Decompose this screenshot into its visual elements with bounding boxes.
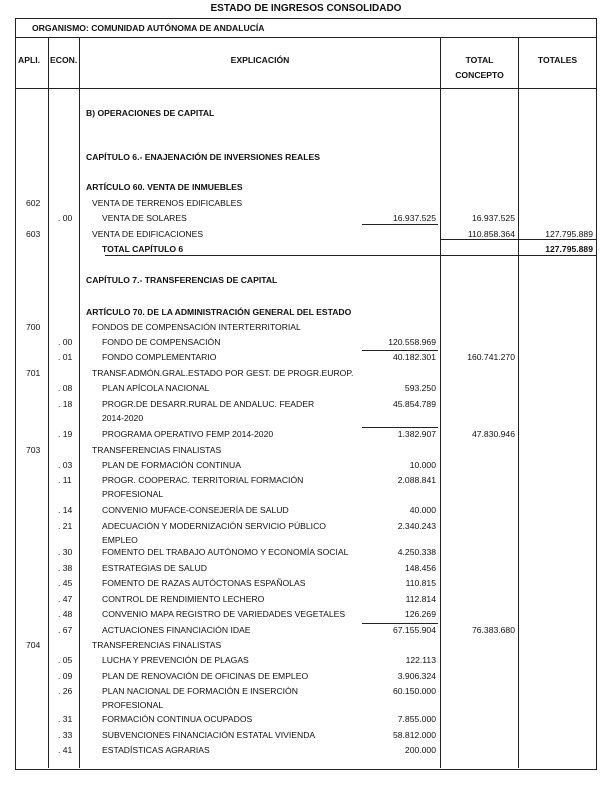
row-apli: 602 bbox=[26, 198, 41, 208]
row-amount: 200.000 bbox=[404, 745, 436, 755]
header-econ: ECON. bbox=[50, 55, 78, 65]
row-econ: . 45 bbox=[58, 578, 73, 588]
row-amount: 1.382.907 bbox=[397, 429, 436, 439]
row-explicacion: ADECUACIÓN Y MODERNIZACIÓN SERVICIO PÚBLICO bbox=[102, 521, 326, 531]
row-apli: 700 bbox=[26, 322, 41, 332]
subtotal-rule bbox=[362, 623, 438, 624]
row-amount: 126.269 bbox=[404, 609, 436, 619]
col-sep-explicacion bbox=[440, 37, 441, 768]
header-divider bbox=[15, 88, 596, 89]
row-explicacion: PROGR.DE DESARR.RURAL DE ANDALUC. FEADER bbox=[102, 399, 315, 409]
row-explicacion: ESTRATEGIAS DE SALUD bbox=[102, 563, 207, 573]
header-concepto: CONCEPTO bbox=[455, 70, 504, 80]
row-total-concepto: 76.383.680 bbox=[471, 625, 515, 635]
row-explicacion: TRANSFERENCIAS FINALISTAS bbox=[92, 640, 222, 650]
header-total: TOTAL bbox=[465, 55, 494, 65]
row-explicacion: PLAN NACIONAL DE FORMACIÓN E INSERCIÓN bbox=[102, 686, 298, 696]
row-explicacion: VENTA DE EDIFICACIONES bbox=[92, 229, 204, 239]
row-explicacion: FOMENTO DEL TRABAJO AUTÓNOMO Y ECONOMÍA SOCIAL bbox=[102, 547, 349, 557]
col-sep-total bbox=[518, 37, 519, 768]
row-amount: 110.815 bbox=[405, 578, 436, 588]
row-total-concepto: 160.741.270 bbox=[467, 352, 515, 362]
row-explicacion: LUCHA Y PREVENCIÓN DE PLAGAS bbox=[102, 655, 249, 665]
row-econ: . 00 bbox=[58, 337, 73, 347]
subtotal-rule bbox=[362, 350, 438, 351]
row-amount: 593.250 bbox=[404, 383, 436, 393]
row-totales: 127.795.889 bbox=[545, 229, 593, 239]
row-explicacion: CAPÍTULO 6.- ENAJENACIÓN DE INVERSIONES REALES bbox=[86, 152, 320, 162]
row-explicacion: FORMACIÓN CONTINUA OCUPADOS bbox=[102, 714, 253, 724]
row-econ: . 01 bbox=[58, 352, 73, 362]
row-amount: 67.155.904 bbox=[392, 625, 436, 635]
row-econ: . 08 bbox=[58, 383, 73, 393]
subtotal-rule bbox=[440, 239, 518, 240]
row-explicacion: PLAN APÍCOLA NACIONAL bbox=[102, 383, 210, 393]
row-explicacion-cont: EMPLEO bbox=[102, 535, 138, 545]
row-econ: . 48 bbox=[58, 609, 73, 619]
row-explicacion: CONVENIO MAPA REGISTRO DE VARIEDADES VEGETALES bbox=[102, 609, 346, 619]
row-amount: 3.906.324 bbox=[397, 671, 436, 681]
row-econ: . 30 bbox=[58, 547, 73, 557]
row-amount: 40.182.301 bbox=[392, 352, 436, 362]
row-amount: 120.558.969 bbox=[388, 337, 436, 347]
row-amount: 40.000 bbox=[409, 505, 436, 515]
row-explicacion: ARTÍCULO 70. DE LA ADMINISTRACIÓN GENERAL DEL ESTADO bbox=[86, 307, 352, 317]
row-econ: . 33 bbox=[58, 730, 73, 740]
row-explicacion: B) OPERACIONES DE CAPITAL bbox=[86, 108, 215, 118]
row-econ: . 19 bbox=[58, 429, 73, 439]
row-explicacion: SUBVENCIONES FINANCIACIÓN ESTATAL VIVIENDA bbox=[102, 730, 316, 740]
row-total-concepto: 16.937.525 bbox=[471, 213, 515, 223]
page-title: ESTADO DE INGRESOS CONSOLIDADO bbox=[210, 3, 402, 14]
row-apli: 704 bbox=[26, 640, 41, 650]
row-econ: . 26 bbox=[58, 686, 73, 696]
row-apli: 701 bbox=[26, 368, 41, 378]
row-amount: 60.150.000 bbox=[392, 686, 436, 696]
row-explicacion: VENTA DE TERRENOS EDIFICABLES bbox=[92, 198, 243, 208]
subtotal-rule bbox=[362, 427, 438, 428]
total-rule bbox=[105, 255, 596, 256]
row-explicacion: CONVENIO MUFACE-CONSEJERÍA DE SALUD bbox=[102, 505, 289, 515]
row-amount: 10.000 bbox=[409, 460, 436, 470]
row-explicacion: FONDOS DE COMPENSACIÓN INTERTERRITORIAL bbox=[92, 322, 301, 332]
organism-label: ORGANISMO: COMUNIDAD AUTÓNOMA DE ANDALUCÍA bbox=[32, 23, 265, 33]
row-explicacion-cont: PROFESIONAL bbox=[102, 700, 164, 710]
row-apli: 603 bbox=[26, 229, 41, 239]
row-amount: 112.814 bbox=[405, 594, 436, 604]
row-explicacion: ARTÍCULO 60. VENTA DE INMUEBLES bbox=[86, 182, 243, 192]
row-econ: . 09 bbox=[58, 671, 73, 681]
row-amount: 58.812.000 bbox=[392, 730, 436, 740]
row-econ: . 18 bbox=[58, 399, 73, 409]
row-explicacion: ACTUACIONES FINANCIACIÓN IDAE bbox=[102, 625, 251, 635]
row-totales: 127.795.889 bbox=[545, 244, 593, 254]
row-econ: . 38 bbox=[58, 563, 73, 573]
row-amount: 45.854.789 bbox=[392, 399, 436, 409]
header-apli: APLI. bbox=[18, 55, 40, 65]
row-explicacion: TRANSF.ADMÓN.GRAL.ESTADO POR GEST. DE PROGR.EUROP. bbox=[92, 368, 354, 378]
row-explicacion: PROGR. COOPERAC. TERRITORIAL FORMACIÓN bbox=[102, 475, 304, 485]
row-apli: 703 bbox=[26, 445, 41, 455]
subtotal-rule bbox=[519, 239, 596, 240]
row-explicacion: PLAN DE FORMACIÓN CONTINUA bbox=[102, 460, 241, 470]
row-total-concepto: 110.858.364 bbox=[467, 229, 515, 239]
subtotal-rule bbox=[362, 224, 438, 225]
row-explicacion: FOMENTO DE RAZAS AUTÓCTONAS ESPAÑOLAS bbox=[102, 578, 306, 588]
row-econ: . 41 bbox=[58, 745, 73, 755]
row-explicacion: PROGRAMA OPERATIVO FEMP 2014-2020 bbox=[102, 429, 274, 439]
row-econ: . 03 bbox=[58, 460, 73, 470]
row-explicacion: FONDO COMPLEMENTARIO bbox=[102, 352, 217, 362]
row-explicacion: VENTA DE SOLARES bbox=[102, 213, 187, 223]
header-explicacion: EXPLICACIÓN bbox=[230, 55, 290, 65]
row-econ: . 21 bbox=[58, 521, 73, 531]
col-sep-apli bbox=[48, 37, 49, 768]
row-econ: . 14 bbox=[58, 505, 73, 515]
col-sep-econ bbox=[79, 37, 80, 768]
organism-divider bbox=[15, 37, 596, 38]
row-explicacion: CAPÍTULO 7.- TRANSFERENCIAS DE CAPITAL bbox=[86, 275, 278, 285]
row-econ: . 00 bbox=[58, 213, 73, 223]
row-econ: . 67 bbox=[58, 625, 73, 635]
row-explicacion: TRANSFERENCIAS FINALISTAS bbox=[92, 445, 222, 455]
row-econ: . 47 bbox=[58, 594, 73, 604]
row-explicacion: FONDO DE COMPENSACIÓN bbox=[102, 337, 221, 347]
row-explicacion: CONTROL DE RENDIMIENTO LECHERO bbox=[102, 594, 265, 604]
row-econ: . 11 bbox=[58, 475, 72, 485]
row-explicacion-cont: 2014-2020 bbox=[102, 413, 144, 423]
row-explicacion-cont: PROFESIONAL bbox=[102, 489, 164, 499]
row-amount: 122.113 bbox=[405, 655, 436, 665]
row-amount: 4.250.338 bbox=[397, 547, 436, 557]
row-explicacion: PLAN DE RENOVACIÓN DE OFICINAS DE EMPLEO bbox=[102, 671, 309, 681]
row-econ: . 31 bbox=[58, 714, 73, 724]
row-amount: 2.340.243 bbox=[397, 521, 436, 531]
row-amount: 7.855.000 bbox=[397, 714, 436, 724]
row-amount: 148.456 bbox=[404, 563, 436, 573]
row-explicacion: TOTAL CAPÍTULO 6 bbox=[102, 244, 184, 254]
row-total-concepto: 47.830.946 bbox=[471, 429, 515, 439]
row-explicacion: ESTADÍSTICAS AGRARIAS bbox=[102, 745, 210, 755]
row-amount: 16.937.525 bbox=[392, 213, 436, 223]
row-econ: . 05 bbox=[58, 655, 73, 665]
header-totales: TOTALES bbox=[537, 55, 578, 65]
row-amount: 2.088.841 bbox=[397, 475, 436, 485]
